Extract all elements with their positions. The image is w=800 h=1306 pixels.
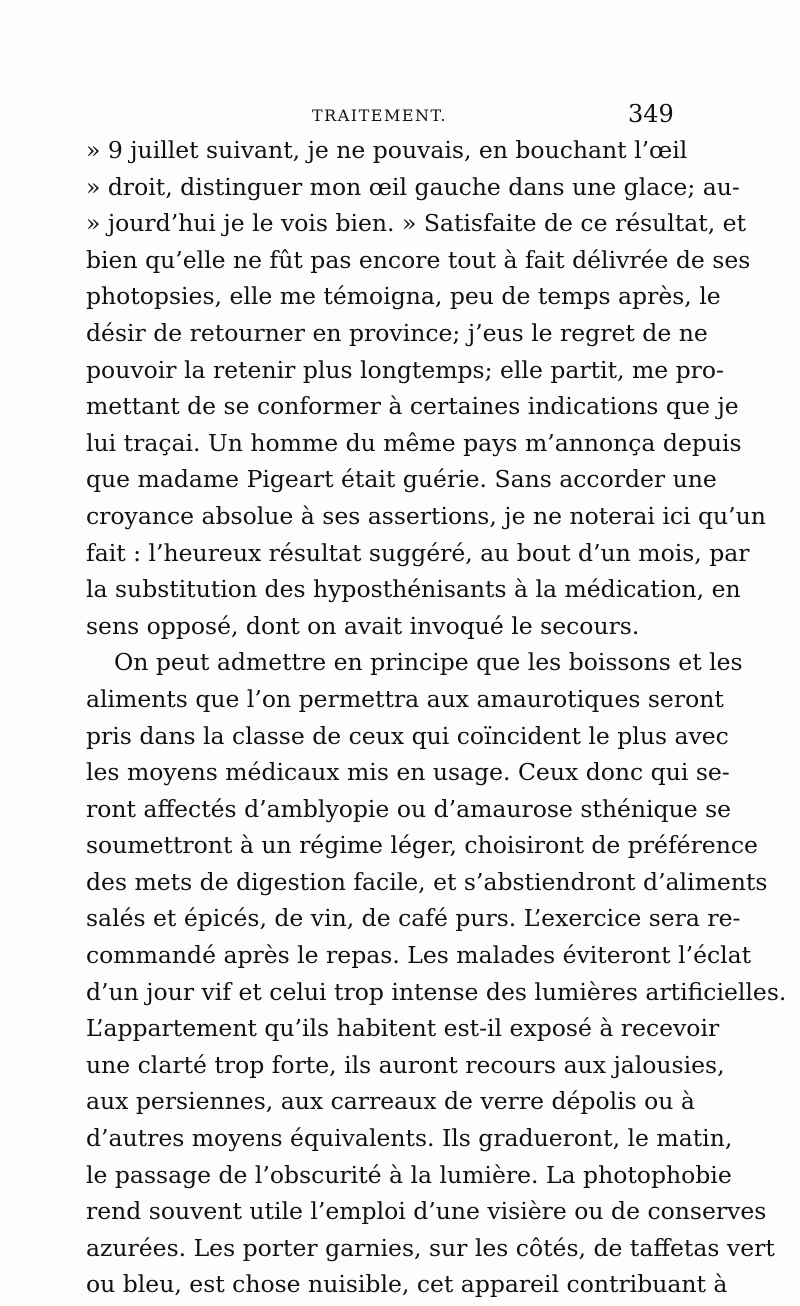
text-line: une clarté trop forte, ils auront recours aux jalousies, <box>86 1050 725 1079</box>
text-line: fait : l’heureux résultat suggéré, au bout d’un mois, par <box>86 538 750 567</box>
text-line: rend souvent utile l’emploi d’une visière ou de conserves <box>86 1197 767 1226</box>
text-line: photopsies, elle me témoigna, peu de temps après, le <box>86 282 721 311</box>
text-line: bien qu’elle ne fût pas encore tout à fait délivrée de ses <box>86 245 751 274</box>
paragraph-start-line: On peut admettre en principe que les boissons et les <box>114 648 743 677</box>
text-line: que madame Pigeart était guérie. Sans accorder une <box>86 465 717 494</box>
running-title: TRAITEMENT. <box>312 106 447 125</box>
text-line: pouvoir la retenir plus longtemps; elle partit, me pro- <box>86 355 724 384</box>
text-line: des mets de digestion facile, et s’abstiendront d’aliments <box>86 867 768 896</box>
text-line: commandé après le repas. Les malades éviteront l’éclat <box>86 941 752 970</box>
text-line: d’un jour vif et celui trop intense des lumières artificielles. <box>86 977 787 1006</box>
page-number: 349 <box>628 100 674 128</box>
text-line: aliments que l’on permettra aux amaurotiques seront <box>86 684 724 713</box>
text-line: » jourd’hui je le vois bien. » Satisfaite de ce résultat, et <box>86 209 747 238</box>
text-line: le passage de l’obscurité à la lumière. La photophobie <box>86 1160 732 1189</box>
text-line: les moyens médicaux mis en usage. Ceux donc qui se- <box>86 758 730 787</box>
paragraph-end-line: sens opposé, dont on avait invoqué le secours. <box>86 611 640 640</box>
text-line: pris dans la classe de ceux qui coïncident le plus avec <box>86 721 729 750</box>
text-line: salés et épicés, de vin, de café purs. L’exercice sera re- <box>86 904 741 933</box>
text-line: lui traçai. Un homme du même pays m’annonça depuis <box>86 428 742 457</box>
text-line: soumettront à un régime léger, choisiront de préférence <box>86 831 758 860</box>
text-line: aux persiennes, aux carreaux de verre dépolis ou à <box>86 1087 695 1116</box>
text-line: azurées. Les porter garnies, sur les côtés, de taffetas vert <box>86 1233 775 1262</box>
text-line: » droit, distinguer mon œil gauche dans une glace; au- <box>86 172 740 201</box>
text-line: L’appartement qu’ils habitent est-il exposé à recevoir <box>86 1014 720 1043</box>
body-text <box>86 132 787 1303</box>
text-line: ou bleu, est chose nuisible, cet appareil contribuant à <box>86 1270 728 1299</box>
text-line: croyance absolue à ses assertions, je ne noterai ici qu’un <box>86 501 766 530</box>
running-head <box>0 100 800 132</box>
text-line: d’autres moyens équivalents. Ils gradueront, le matin, <box>86 1124 733 1153</box>
text-line: mettant de se conformer à certaines indications que je <box>86 392 739 421</box>
text-line: » 9 juillet suivant, je ne pouvais, en bouchant l’œil <box>86 136 688 164</box>
text-line: ront affectés d’amblyopie ou d’amaurose sthénique se <box>86 794 732 823</box>
text-line: désir de retourner en province; j’eus le regret de ne <box>86 318 708 347</box>
text-line: la substitution des hyposthénisants à la médication, en <box>86 575 741 604</box>
